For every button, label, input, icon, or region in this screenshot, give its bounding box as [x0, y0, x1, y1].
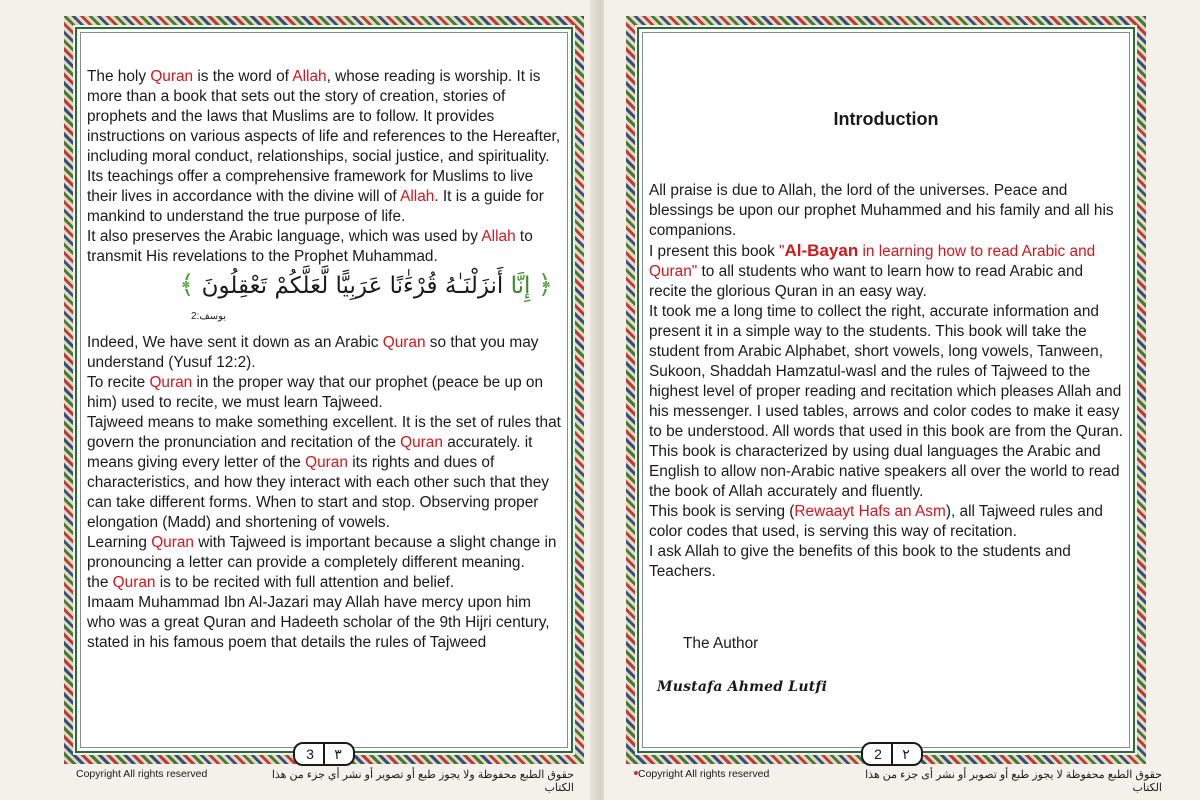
ayah-words: أَنزَلْنَـٰهُ قُرْءَٰنًا عَرَبِيًّا لَّعَلَّكُمْ تَعْقِلُونَ — [201, 273, 504, 299]
highlighted-text: Rewaayt Hafs an Asm — [794, 503, 946, 520]
paragraph — [649, 542, 1125, 582]
author-signature: Mustafa Ahmed Lutfi — [657, 679, 828, 695]
paragraph — [649, 502, 1125, 542]
page-number-ar: ٢ — [902, 746, 910, 762]
copyright-footer-ar: حقوق الطبع محفوظة لا يجوز طبع أو تصوير أو نشر أى جزء من هذا الكتاب — [865, 769, 1162, 794]
left-paragraphs — [87, 67, 561, 267]
text-run: Learning — [87, 534, 152, 551]
highlighted-text: Quran — [112, 574, 156, 591]
text-run: ), all Tajweed rules and color codes that used, is serving this way of recitation. — [649, 503, 1103, 540]
page-number-badge — [293, 742, 355, 766]
left-page-frame — [64, 16, 584, 764]
text-run: is the word of — [193, 68, 293, 85]
text-run: This book is characterized by using dual languages the Arabic and English to allow non-Arabic native speakers all over the world to read the book of Allah accurately and fluently. — [649, 443, 1120, 500]
copyright-footer-en: Copyright All rights reserved — [76, 768, 208, 780]
ayah-close-ornament: ﴾ — [179, 270, 195, 300]
text-run: The holy — [87, 68, 151, 85]
right-page-body — [637, 27, 1135, 753]
text-run: to all students who want to learn how to read Arabic and recite the glorious Quran in an easy way. — [649, 263, 1084, 300]
text-run: to transmit His revelations to the Prophet Muhammad. — [87, 228, 533, 265]
ayah-open-ornament: ﴿ — [537, 270, 553, 300]
left-page-body — [75, 27, 573, 753]
highlighted-text: Quran — [305, 454, 348, 471]
highlighted-text: Quran — [382, 334, 426, 351]
highlighted-text: Quran — [150, 68, 194, 85]
highlighted-text: Allah — [400, 188, 435, 205]
left-page-content — [87, 67, 561, 653]
page-number-en: 2 — [874, 746, 882, 762]
paragraph — [87, 227, 561, 267]
paragraph — [87, 533, 561, 573]
highlighted-text: in learning how to read Arabic and Quran" — [649, 243, 1096, 280]
right-page-frame — [626, 16, 1146, 764]
text-run: Indeed, We have sent it down as an Arabic — [87, 334, 383, 351]
text-run: I present this book — [649, 243, 780, 260]
text-run: All praise is due to Allah, the lord of the universes. Peace and blessings be upon our prophet Muhammed and his family and all his companions. — [649, 182, 1114, 239]
page-title: Introduction — [833, 109, 939, 129]
text-run: with Tajweed is important because a slight change in pronouncing a letter can provide a completely different meaning. — [87, 534, 557, 571]
ayah-block — [87, 271, 561, 329]
highlighted-text: Al-Bayan — [784, 241, 859, 260]
highlighted-text: Allah — [481, 228, 516, 245]
author-label: The Author — [683, 635, 759, 652]
text-run: To recite — [87, 374, 150, 391]
copyright-footer-en: Copyright All rights reserved — [638, 768, 770, 780]
text-run: is to be recited with full attention and belief. — [155, 574, 455, 591]
text-run: , whose reading is worship. It is more than a book that sets out the story of creation, stories of prophets and the laws that Muslims are to follow. It provides instructions on various aspects of life and references to the Hereafter, including moral conduct, relationships, social justice, and spirituality. Its teachings offer a comprehensive framework for Muslims to live their lives in accordance with the divine will of — [87, 68, 561, 205]
paragraph — [649, 241, 1125, 302]
text-run: so that you may understand (Yusuf 12:2). — [87, 334, 539, 371]
text-run: This book is serving ( — [649, 503, 795, 520]
paragraph — [649, 181, 1125, 241]
text-run: It also preserves the Arabic language, which was used by — [87, 228, 482, 245]
text-run: the — [87, 574, 113, 591]
page-number-en: 3 — [306, 746, 314, 762]
text-run: . It is a guide for mankind to understand the true purpose of life. — [87, 188, 544, 225]
text-run: accurately. it means giving every letter of the — [87, 434, 533, 471]
left-paragraphs-after — [87, 333, 561, 653]
text-run: Imaam Muhammad Ibn Al-Jazari may Allah have mercy upon him who was a great Quran and Hadeeth scholar of the 9th Hijri century, stated in his famous poem that details the rules of Tajweed — [87, 594, 550, 651]
highlighted-text: Allah — [292, 68, 327, 85]
page-number-ar: ٣ — [334, 746, 342, 762]
ayah-text — [179, 270, 553, 300]
paragraph — [87, 573, 561, 593]
text-run: in the proper way that our prophet (peace be up on him) used to recite, we must learn Tajweed. — [87, 374, 544, 411]
page-number-badge — [861, 742, 923, 766]
paragraph — [87, 413, 561, 533]
ayah-first-word: إِنَّا — [510, 273, 531, 299]
text-run: It took me a long time to collect the right, accurate information and present it in a simple way to the students. This book will take the student from Arabic Alphabet, short vowels, long vowels, Tanween, Sukoon, Shaddah Hamzatul-wasl and the rules of Tajweed to the highest level of proper reading and recitation which pleases Allah and his messenger. I used tables, arrows and color codes to make it easy to be understood. All words that used in this book are from the Quran. — [649, 303, 1123, 440]
paragraph — [87, 67, 561, 227]
paragraph — [649, 302, 1125, 442]
highlighted-text: Quran — [149, 374, 193, 391]
highlighted-text: Quran — [151, 534, 194, 551]
right-paragraphs — [649, 181, 1125, 582]
highlighted-text: Quran — [400, 434, 443, 451]
left-page — [0, 0, 596, 800]
highlighted-text: " — [779, 243, 785, 260]
text-run: I ask Allah to give the benefits of this book to the students and Teachers. — [649, 543, 1071, 580]
ayah-reference: يوسف:2 — [191, 311, 227, 322]
right-page-content — [649, 181, 1125, 582]
paragraph — [87, 373, 561, 413]
paragraph — [87, 593, 561, 653]
paragraph — [649, 442, 1125, 502]
copyright-footer-ar: حقوق الطبع محفوظة ولا يجوز طبع أو تصوير أو نشر أي جزء من هذا الكتاب — [271, 769, 574, 794]
paragraph — [87, 333, 561, 373]
text-run: Tajweed means to make something excellent. It is the set of rules that govern the pronunciation and recitation of the — [87, 414, 561, 451]
right-page — [604, 0, 1200, 800]
text-run: its rights and dues of characteristics, and how they interact with each other such that they can take different forms. When to start and stop. Observing proper elongation (Madd) and shortening of vowels. — [87, 454, 549, 531]
